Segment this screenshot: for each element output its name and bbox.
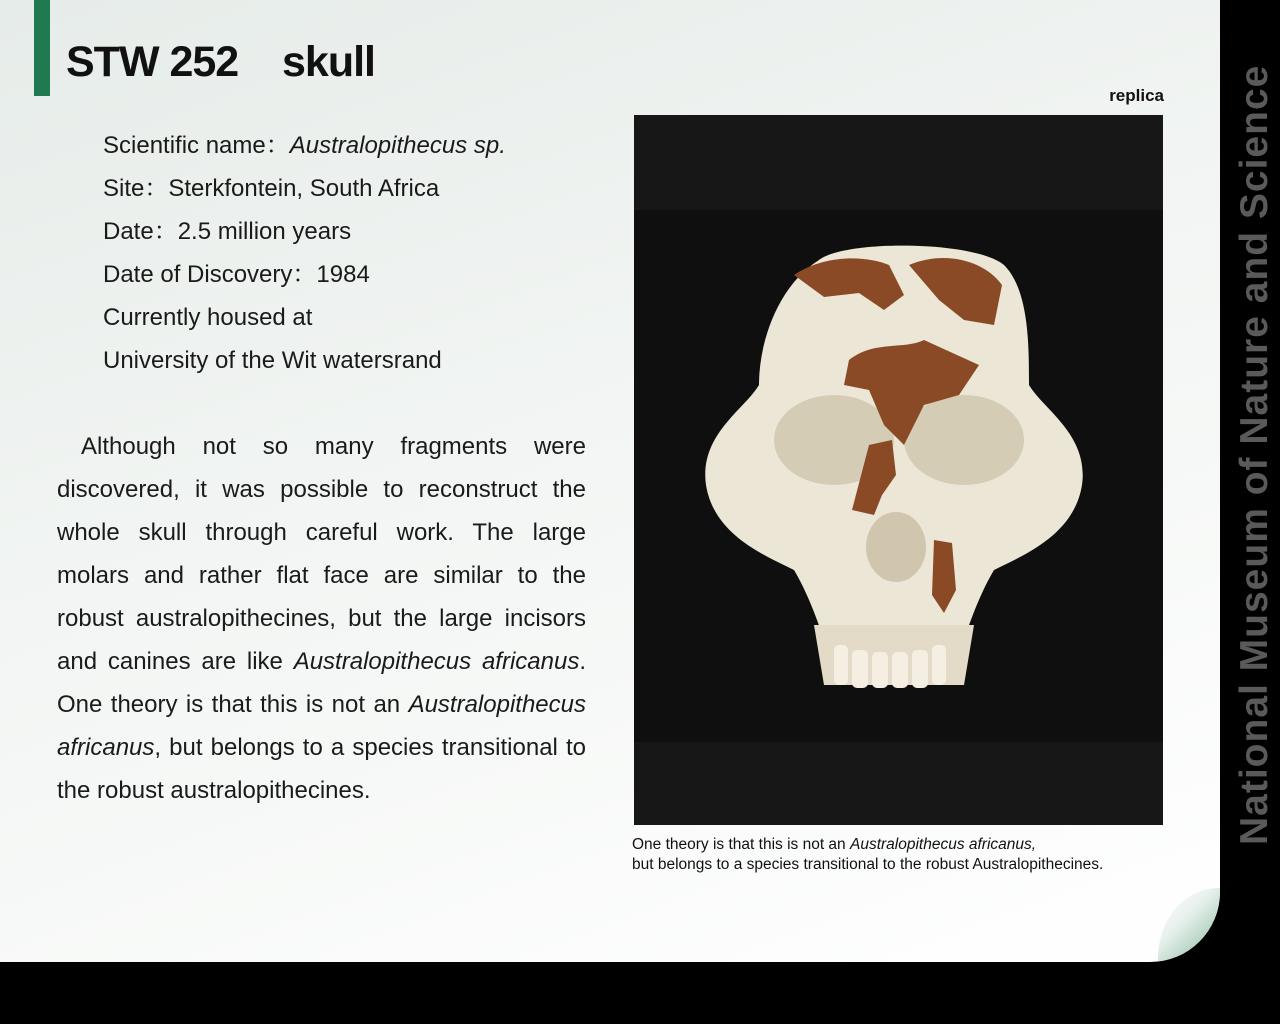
description-part1: Although not so many fragments were discovered, it was possible to reconstruct the whole skull through careful work. The large molars and rather flat face are similar to the robust australopithecines, but the large incisors and canines are like: [57, 433, 586, 675]
info-date: Date：2.5 million years: [103, 218, 352, 245]
skull-nasal-opening: [866, 512, 926, 582]
caption-line-1: [632, 835, 1192, 855]
caption-line1-italic: Australopithecus africanus,: [849, 836, 1037, 853]
caption-line-2: but belongs to a species transitional to the robust Australopithecines.: [632, 856, 1104, 873]
info-housed-label: Currently housed at: [103, 304, 313, 331]
bottom-strip: [0, 962, 1280, 1024]
museum-name: National Museum of Nature and Science: [1233, 64, 1276, 845]
replica-label: replica: [1109, 86, 1164, 105]
photo-caption: [632, 835, 1192, 875]
caption-line1-prefix: One theory is that this is not an: [632, 836, 850, 853]
page-title: STW 252 skull: [66, 38, 375, 86]
description-part2: . One theory is that this is not an: [57, 648, 586, 718]
info-site: Site：Sterkfontein, South Africa: [103, 175, 440, 202]
description-italic1: Australopithecus africanus: [293, 648, 580, 675]
accent-bar: [34, 0, 50, 96]
description-italic2: Australopithecus africanus: [57, 691, 586, 761]
skull-photo: [634, 115, 1163, 825]
scientific-name-label: Scientific name：: [103, 132, 290, 159]
description-part3: , but belongs to a species transitional to the robust australopithecines.: [57, 734, 586, 804]
info-discovery-date: Date of Discovery：1984: [103, 261, 370, 288]
info-housed-value: University of the Wit watersrand: [103, 347, 442, 374]
description: [57, 425, 586, 812]
specimen-info: [103, 124, 506, 382]
scientific-name-value: Australopithecus sp.: [289, 132, 506, 159]
page-curl: [1158, 888, 1220, 962]
info-scientific-name: [103, 124, 506, 167]
skull-illustration: [634, 115, 1163, 825]
